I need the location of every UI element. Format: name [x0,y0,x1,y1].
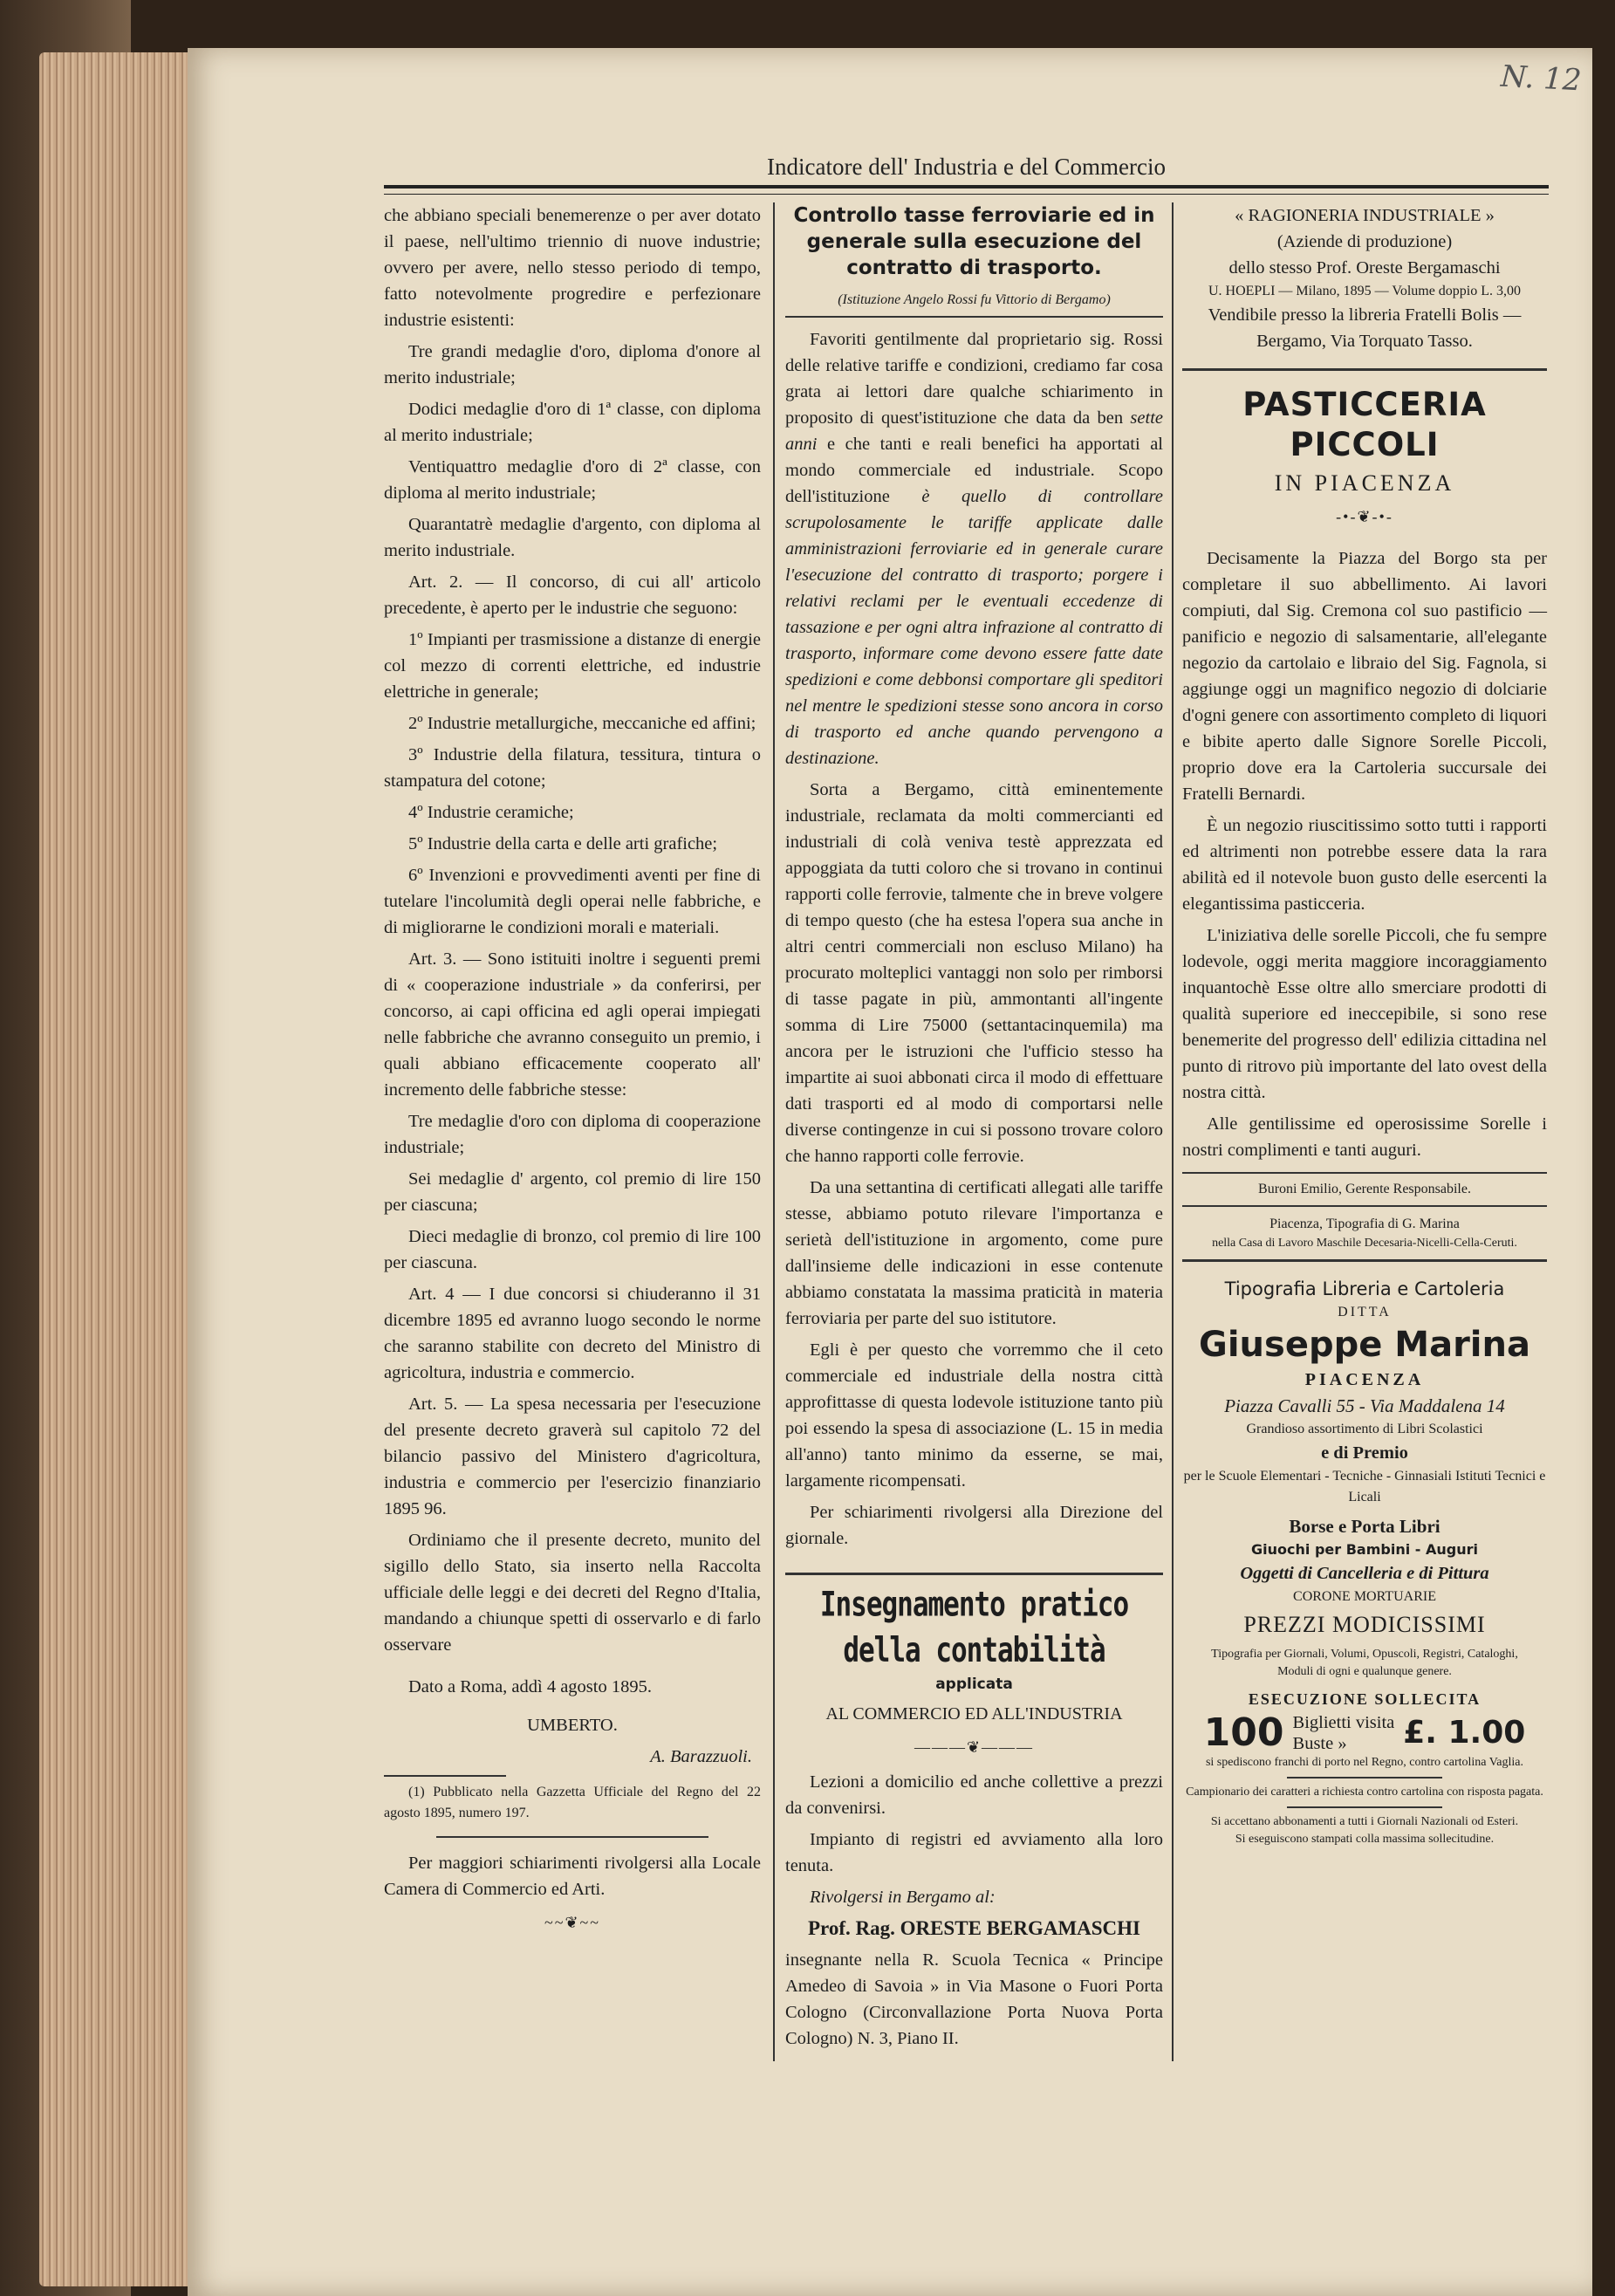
ad-subtitle: applicata [935,1676,1013,1693]
ad-line: Rivolgersi in Bergamo al: [810,1888,996,1907]
paragraph: Da una settantina di certificati allegati alle tariffe stesse, abbiamo potuto rilevare l'importanza e serietà dell'istituzione in argomento, come pure dall'insieme delle indicazioni in esse contenute abbiamo constatata la massima praticità in materia ferroviaria per parte del suo istitutore. [785,1178,1163,1328]
offer-item: Buste » [1292,1734,1347,1753]
paragraph: Dieci medaglie di bronzo, col premio di lire 100 per ciascuna. [384,1227,761,1272]
paragraph: Tre medaglie d'oro con diploma di cooperazione industriale; [384,1112,761,1157]
article-title: Controllo tasse ferroviarie ed in generale sulla esecuzione del contratto di trasporto. [793,204,1155,279]
tipografia-line: Piacenza, Tipografia di G. Marina [1269,1217,1460,1231]
marina-line: Giuochi per Bambini - Auguri [1251,1541,1478,1558]
ad-line: Impianto di registri ed avviamento alla loro tenuta. [785,1830,1163,1875]
signature-minister: A. Barazzuoli. [650,1747,752,1766]
quantity: 100 [1203,1710,1284,1755]
marina-ad [1182,1276,1547,1848]
paragraph: Dodici medaglie d'oro di 1ª classe, con diploma al merito industriale; [384,400,761,445]
marina-city: PIACENZA [1304,1370,1425,1389]
marina-line: Campionario dei caratteri a richiesta contro cartolina con risposta pagata. [1186,1785,1543,1799]
marina-ditta: DITTA [1338,1305,1392,1319]
marina-line: Si accettano abbonamenti a tutti i Giornali Nazionali od Esteri. [1210,1815,1519,1828]
paragraph [785,326,1163,771]
header-rule-thin [384,194,1549,195]
pasticceria-title: PASTICCERIA PICCOLI [1242,386,1487,463]
visiting-cards-offer [1182,1712,1547,1754]
paragraph: 3º Industrie della filatura, tessitura, tintura o stampatura del cotone; [384,745,761,791]
price: £. 1.00 [1403,1715,1526,1751]
paragraph: 2º Industrie metallurgiche, meccaniche ed affini; [408,714,756,733]
marina-line: si spediscono franchi di porto nel Regno, contro cartolina Vaglia. [1205,1756,1524,1769]
ad-name: Prof. Rag. ORESTE BERGAMASCHI [807,1917,1141,1939]
rule [1182,1172,1547,1174]
column-3 [1182,202,1547,1848]
text-run: sette anni [785,408,1163,454]
paragraph: Tre grandi medaglie d'oro, diploma d'onore al merito industriale; [384,342,761,387]
marina-prices: PREZZI MODICISSIMI [1243,1612,1486,1637]
book-line: U. HOEPLI — Milano, 1895 — Volume doppio L. 3,00 [1208,284,1522,298]
column-2 [785,202,1163,2057]
ad-rule [1182,368,1547,371]
paragraph: Egli è per questo che vorremmo che il ceto commerciale ed industriale della nostra città approfittasse di questa lodevole istituzione tanto più poi essendo la spesa di associazione (L. 15 in media all'anno) tanto minimo da esserne, se mai, largamente ricompensati. [785,1340,1163,1491]
marina-name: Giuseppe Marina [1199,1325,1530,1365]
gerente: Buroni Emilio, Gerente Responsabile. [1258,1182,1471,1196]
paragraph: Alle gentilissime ed operosissime Sorelle i nostri complimenti e tanti auguri. [1182,1114,1547,1160]
header-rule [384,185,1549,188]
paragraph: Art. 4 — I due concorsi si chiuderanno il 31 dicembre 1895 ed avranno luogo secondo le norme che saranno stabilite con decreto del Ministro di agricoltura, industria e commercio. [384,1285,761,1382]
paragraph: Ventiquattro medaglie d'oro di 2ª classe, con diploma al merito industriale; [384,457,761,503]
column-1 [384,202,761,1943]
text-run: è quello di controllare scrupolosamente le tariffe applicate dalle amministrazioni ferroviarie ed in generale curare l'esecuzione del contratto di trasporto; porgere i relativi reclami per le eventuali eccedenze di tassazione e per ogni altra infrazione al contratto di trasporto, informare come devono essere fatte date spedizioni e come debbonsi comportare gli speditori nel mentre le spedizioni stesse sono ancora in corso di trasporto ed anche quando pervengono a destinazione. [785,487,1163,768]
book-line: Vendibile presso la libreria Fratelli Bolis — Bergamo, Via Torquato Tasso. [1208,305,1522,351]
accounting-ad [785,1585,1163,2052]
rule [1287,1777,1442,1779]
marina-line: e di Premio [1321,1443,1408,1463]
paragraph: 6º Invenzioni e provvedimenti aventi per fine di tutelare l'incolumità degli operai nelle fabbriche, e di migliorarne le condizioni morali e materiali. [384,866,761,937]
marina-line: Tipografia per Giornali, Volumi, Opuscoli, Registri, Cataloghi, Moduli di ogni e qualunque genere. [1211,1648,1518,1678]
marina-line: CORONE MORTUARIE [1293,1589,1436,1604]
ad-line: insegnante nella R. Scuola Tecnica « Principe Amedeo di Savoia » in Via Masone o Fuori Porta Cologno (Circonvallazione Porta Nuova Porta Cologno) N. 3, Piano II. [785,1950,1163,2048]
paragraph: 4º Industrie ceramiche; [408,803,574,822]
marina-line: Tipografia Libreria e Cartoleria [1224,1278,1505,1299]
decree-date: Dato a Roma, addì 4 agosto 1895. [408,1677,652,1696]
ad-line: Lezioni a domicilio ed anche collettive a prezzi da convenirsi. [785,1772,1163,1818]
ornament: -•-❦-•- [1336,508,1393,525]
rule [1287,1806,1442,1808]
signature-king: UMBERTO. [527,1716,618,1735]
rule [1182,1205,1547,1207]
tipografia-line: nella Casa di Lavoro Maschile Decesaria-Nicelli-Cella-Ceruti. [1212,1237,1517,1250]
paragraph: Quarantatrè medaglie d'argento, con diploma al merito industriale. [384,515,761,560]
page-edges [39,52,196,2286]
paragraph: Art. 2. — Il concorso, di cui all' articolo precedente, è aperto per le industrie che seguono: [384,572,761,618]
paragraph: che abbiano speciali benemerenze o per aver dotato il paese, nell'ultimo triennio di nuove industrie; ovvero per avere, nello stesso periodo di tempo, fatto notevolmente progredire e perfezionare industrie esistenti: [384,206,761,330]
closing-note: Per maggiori schiarimenti rivolgersi alla Locale Camera di Commercio ed Arti. [384,1854,761,1899]
ad-rule [785,1573,1163,1575]
paragraph: Sei medaglie d' argento, col premio di lire 150 per ciascuna; [384,1169,761,1215]
pasticceria-article [1182,385,1547,1163]
paragraph: Ordiniamo che il presente decreto, munito del sigillo dello Stato, sia inserto nella Raccolta ufficiale delle leggi e dei decreti del Regno d'Italia, mandando a chiunque spetti di osservarlo e di farlo osservare [384,1531,761,1655]
marina-line: ESECUZIONE SOLLECITA [1248,1690,1482,1708]
footnote-rule [384,1775,506,1777]
masthead [384,154,1549,181]
offer-item: Biglietti visita [1292,1713,1395,1732]
ad-rule [1182,1259,1547,1262]
marina-line: per le Scuole Elementari - Tecniche - Ginnasiali Istituti Tecnici e Licali [1183,1469,1546,1504]
book-title: « RAGIONERIA INDUSTRIALE » [1235,206,1495,225]
masthead-title: Indicatore dell' Industria e del Commercio [767,154,1166,180]
section-rule [436,1836,708,1838]
marina-line: Grandioso assortimento di Libri Scolastici [1246,1422,1483,1436]
paragraph: Sorta a Bergamo, città eminentemente industriale, reclamata da molti commercianti ed industriali di colà veniva testè apprezzata ed appoggiata da tutti coloro che si trovano in continui rapporti colle ferrovie, talmente che in breve volgere di tempo questo (che ha estesa l'opera sua anche in altri centri commerciali non escluso Milano) ha procurato molteplici vantaggi non solo per rimborsi di tasse pagate in più, ammontanti all'ingente somma di Lire 75000 (settantacinquemila) ma ancora per le istruzioni che l'ufficio stesso ha impartite ai suoi abbonati circa il modo di effettuare dati trasporti ed al modo di comportarsi nelle diverse contingenze in cui si possono trovare coloro che hanno rapporti colle ferrovie. [785,780,1163,1166]
paragraph: È un negozio riuscitissimo sotto tutti i rapporti ed altrimenti non potrebbe essere data la rara abilità ed il notevole buon gusto delle esercenti la elegantissima pasticceria. [1182,816,1547,914]
paragraph: Art. 3. — Sono istituiti inoltre i seguenti premi di « cooperazione industriale » da conferirsi, per concorso, ai capi officina ed agli operai impiegati nelle fabbriche che avranno conseguito un premio, i quali abbiano efficacemente cooperato all' incremento delle fabbriche stesse: [384,949,761,1100]
title-rule [785,316,1163,318]
text-run: e che tanti e reali benefici ha apportati al mondo commerciale ed industriale. Scopo dell'istituzione [785,435,1164,506]
ad-title: Insegnamento pratico della contabilità [819,1585,1129,1670]
paragraph: Decisamente la Piazza del Borgo sta per completare il suo abbellimento. Ai lavori compiuti, dal Sig. Cremona col suo pastificio — panificio e negozio di salsamentarie, all'elegante negozio da cartolaio e libraio del Sig. Fagnola, si aggiunge oggi un magnifico negozio di dolciarie d'ogni genere con assortimento completo di liquori e bibite aperto dalle Signore Sorelle Piccoli, proprio dove era la Cartoleria succursale dei Fratelli Bernardi. [1182,549,1547,804]
text-run: Favoriti gentilmente dal proprietario sig. Rossi delle relative tariffe e condizioni, crediamo far cosa grata ai lettori dare qualche schiarimento in proposito di quest'istituzione che data da ben [785,330,1163,428]
paragraph: L'iniziativa delle sorelle Piccoli, che fu sempre lodevole, oggi merita maggiore incoraggiamento inquantochè Esse oltre allo smerciare prodotti di qualità superiore ed ineccepibile, si sono rese benemerite del progresso dell' edilizia cittadina nel punto di ritrovo più importante del lato ovest della nostra città. [1182,926,1547,1102]
book-line: (Aziende di produzione) [1276,232,1453,251]
ornament: ———❦——— [914,1738,1035,1756]
paragraph: 5º Industrie della carta e delle arti grafiche; [408,834,718,853]
book-ad [1182,202,1547,354]
paragraph: 1º Impianti per trasmissione a distanze di energie col mezzo di correnti elettriche, ed industrie elettriche in generale; [384,630,761,702]
book-line: dello stesso Prof. Oreste Bergamaschi [1228,258,1501,278]
marina-line: Si eseguiscono stampati colla massima sollecitudine. [1235,1833,1495,1846]
ornament: ~~❦~~ [544,1914,601,1931]
footnote: (1) Pubblicato nella Gazzetta Ufficiale del Regno del 22 agosto 1895, numero 197. [384,1785,761,1820]
page-number: N. 12 [1500,58,1583,99]
column-divider-2 [1172,202,1174,2061]
marina-line: Borse e Porta Libri [1289,1516,1440,1537]
pasticceria-subtitle: IN PIACENZA [1274,470,1455,496]
marina-address: Piazza Cavalli 55 - Via Maddalena 14 [1224,1395,1505,1416]
article-subtitle: (Istituzione Angelo Rossi fu Vittorio di Bergamo) [838,292,1111,307]
paragraph: Per schiarimenti rivolgersi alla Direzione del giornale. [785,1503,1163,1548]
column-divider-1 [773,202,775,2061]
ad-subtitle-2: AL COMMERCIO ED ALL'INDUSTRIA [825,1704,1123,1724]
offer-items [1293,1712,1395,1754]
marina-line: Oggetti di Cancelleria e di Pittura [1240,1564,1489,1583]
paragraph: Art. 5. — La spesa necessaria per l'esecuzione del presente decreto graverà sul capitolo 72 del bilancio passivo del Ministero d'agricoltura, industria e commercio per l'esercizio finanziario 1895 96. [384,1395,761,1518]
